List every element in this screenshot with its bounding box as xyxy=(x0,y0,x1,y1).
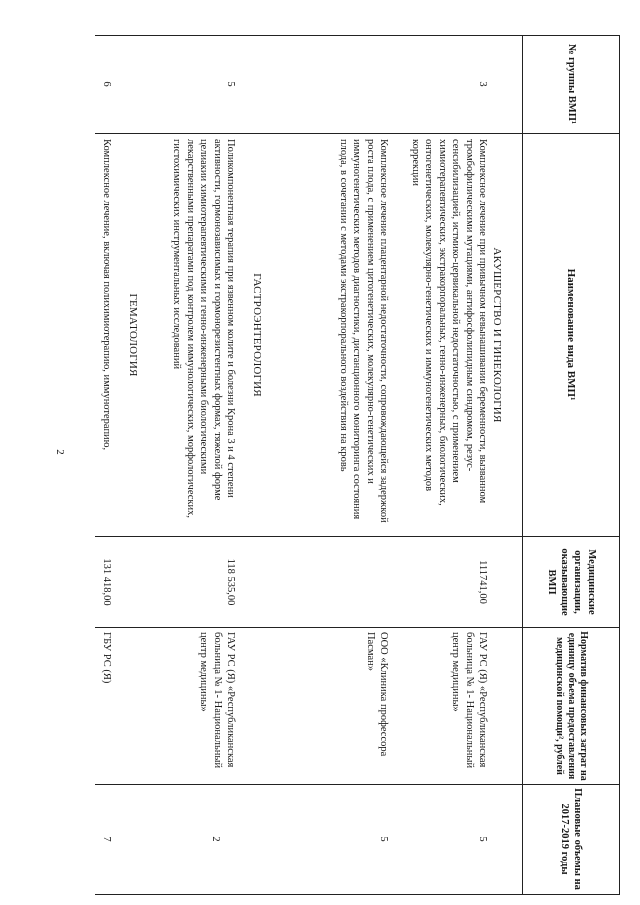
group-number: 3 xyxy=(477,81,488,87)
header-group-no: № группы ВМП¹ xyxy=(565,43,577,125)
section-title: ГЕМАТОЛОГИЯ xyxy=(127,293,139,377)
organization-name: ООО «Клиника профессора Пасман» xyxy=(364,632,389,757)
planned-volume: 5 xyxy=(477,836,488,842)
vmp-table xyxy=(95,35,620,895)
organization-name: ГБУ РС (Я) xyxy=(101,632,112,684)
organization-name: ГАУ РС (Я) «Республиканская больница № 1- Национальный центр медицины» xyxy=(198,632,236,769)
planned-volume: 7 xyxy=(101,836,112,842)
vmp-description: Комплексное лечение, включая полихимиотерапию, иммунотерапию, xyxy=(101,139,112,451)
header-planned-volume: Плановые объемы на 2017-2019 годы xyxy=(559,788,584,890)
column-divider xyxy=(95,627,620,628)
vmp-description: Комплексное лечение плацентарной недостаточности, сопровождающейся задержкой роста плода, с применением цитогенетических, молекулярно-генетических и иммуногенетических методов диагностики, дистанционного мониторинга состояния плода, в сочетании с методами экстракорпорального воздействия на кровь xyxy=(337,139,389,523)
cost-norm-value: 131 418,00 xyxy=(101,558,112,606)
header-organizations: Медицинские организации, оказывающие ВМП xyxy=(545,548,597,616)
table-border xyxy=(619,35,620,895)
table-border xyxy=(95,894,620,895)
header-divider xyxy=(522,35,523,895)
group-number: 6 xyxy=(101,81,112,87)
organization-name: ГАУ РС (Я) «Республиканская больница № 1- Национальный центр медицины» xyxy=(450,632,488,769)
header-cost-norm: Норматив финансовых затрат на единицу объема предоставления медицинской помощи², рублей xyxy=(554,631,589,781)
group-number: 5 xyxy=(225,81,236,87)
section-title: ГАСТРОЭНТЕРОЛОГИЯ xyxy=(251,273,263,397)
page-number: 2 xyxy=(54,449,66,455)
cost-norm-value: 111741,00 xyxy=(477,560,488,604)
vmp-description: Комплексное лечение при привычном невынашивании беременности, вызванном тромбофилическими мутациями, антифосфолипидным синдромом, резус-сенсибилизацией, истмико-цервикальной недостаточностью, с применением химиотерапевтических, экстракорпоральных, генно-инженерных, биологических, онтогенетических, молекулярно-генетических и иммуногенетических методов коррекции xyxy=(409,139,488,506)
planned-volume: 5 xyxy=(378,836,389,842)
header-vmp-name: Наименование вида ВМП¹ xyxy=(565,268,578,401)
section-title: АКУШЕРСТВО И ГИНЕКОЛОГИЯ xyxy=(491,247,503,423)
vmp-description: Поликомпонентная терапия при язвенном колите и болезни Крона 3 и 4 степени активности, гормонозависимых и гормонорезистентных формах, тяжелой форме целиакии химиотерапевтическими и генно-инженерными биологическими лекарственными препаратами под контролем иммунологических, морфологических, гистохимических инструментальных исследований xyxy=(171,139,236,518)
column-divider xyxy=(95,536,620,537)
cost-norm-value: 118 535,00 xyxy=(225,558,236,606)
planned-volume: 2 xyxy=(210,836,221,842)
